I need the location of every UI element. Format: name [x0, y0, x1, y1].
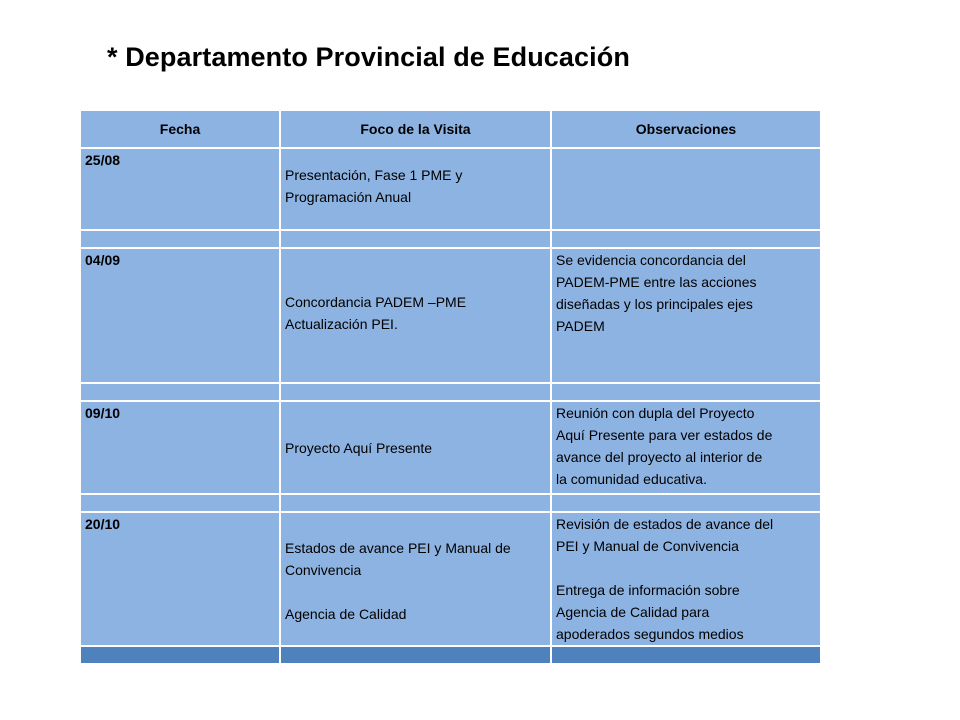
observations-text: Se evidencia concordancia del PADEM-PME entre las acciones diseñadas y los principales ejes PADEM: [556, 252, 757, 334]
footer-row: [80, 646, 821, 664]
date-cell: [80, 401, 280, 494]
footer-cell: [80, 646, 280, 664]
focus-text: Estados de avance PEI y Manual de Convivencia Agencia de Calidad: [285, 540, 511, 622]
spacer-cell: [80, 230, 280, 248]
spacer-row: [80, 230, 821, 248]
spacer-row: [80, 494, 821, 512]
spacer-cell: [551, 230, 821, 248]
spacer-cell: [280, 383, 551, 401]
focus-cell: [280, 401, 551, 494]
table-row: [80, 512, 821, 646]
observations-cell: [551, 148, 821, 230]
spacer-cell: [80, 494, 280, 512]
table-row: [80, 148, 821, 230]
date-cell: [80, 512, 280, 646]
observations-cell: [551, 512, 821, 646]
table-header-row: [80, 110, 821, 148]
date-text: 04/09: [85, 252, 121, 268]
table-row: [80, 401, 821, 494]
date-text: 20/10: [85, 516, 121, 532]
date-text: 25/08: [85, 152, 121, 168]
observations-cell: [551, 401, 821, 494]
date-text: 09/10: [85, 405, 121, 421]
footer-cell: [280, 646, 551, 664]
table-row: [80, 248, 821, 383]
date-cell: [80, 248, 280, 383]
spacer-row: [80, 383, 821, 401]
spacer-cell: [280, 230, 551, 248]
header-fecha: Fecha: [80, 110, 280, 148]
slide-title: * Departamento Provincial de Educación: [107, 42, 630, 72]
observations-cell: [551, 248, 821, 383]
focus-text: Concordancia PADEM –PME Actualización PEI.: [285, 294, 467, 332]
focus-cell: [280, 148, 551, 230]
date-cell: [80, 148, 280, 230]
header-observaciones: Observaciones: [551, 110, 821, 148]
focus-cell: [280, 248, 551, 383]
focus-text: Presentación, Fase 1 PME y Programación Anual: [285, 167, 463, 205]
spacer-cell: [551, 494, 821, 512]
focus-cell: [280, 512, 551, 646]
spacer-cell: [80, 383, 280, 401]
observations-text: Revisión de estados de avance del PEI y Manual de Convivencia Entrega de información sobre Agencia de Calidad para apoderados segundos medios: [556, 516, 774, 642]
visits-table: [79, 109, 822, 665]
footer-cell: [551, 646, 821, 664]
spacer-cell: [280, 494, 551, 512]
observations-text: Reunión con dupla del Proyecto Aquí Presente para ver estados de avance del proyecto al interior de la comunidad educativa.: [556, 405, 773, 487]
header-foco: Foco de la Visita: [280, 110, 551, 148]
spacer-cell: [551, 383, 821, 401]
focus-text: Proyecto Aquí Presente: [285, 440, 433, 456]
